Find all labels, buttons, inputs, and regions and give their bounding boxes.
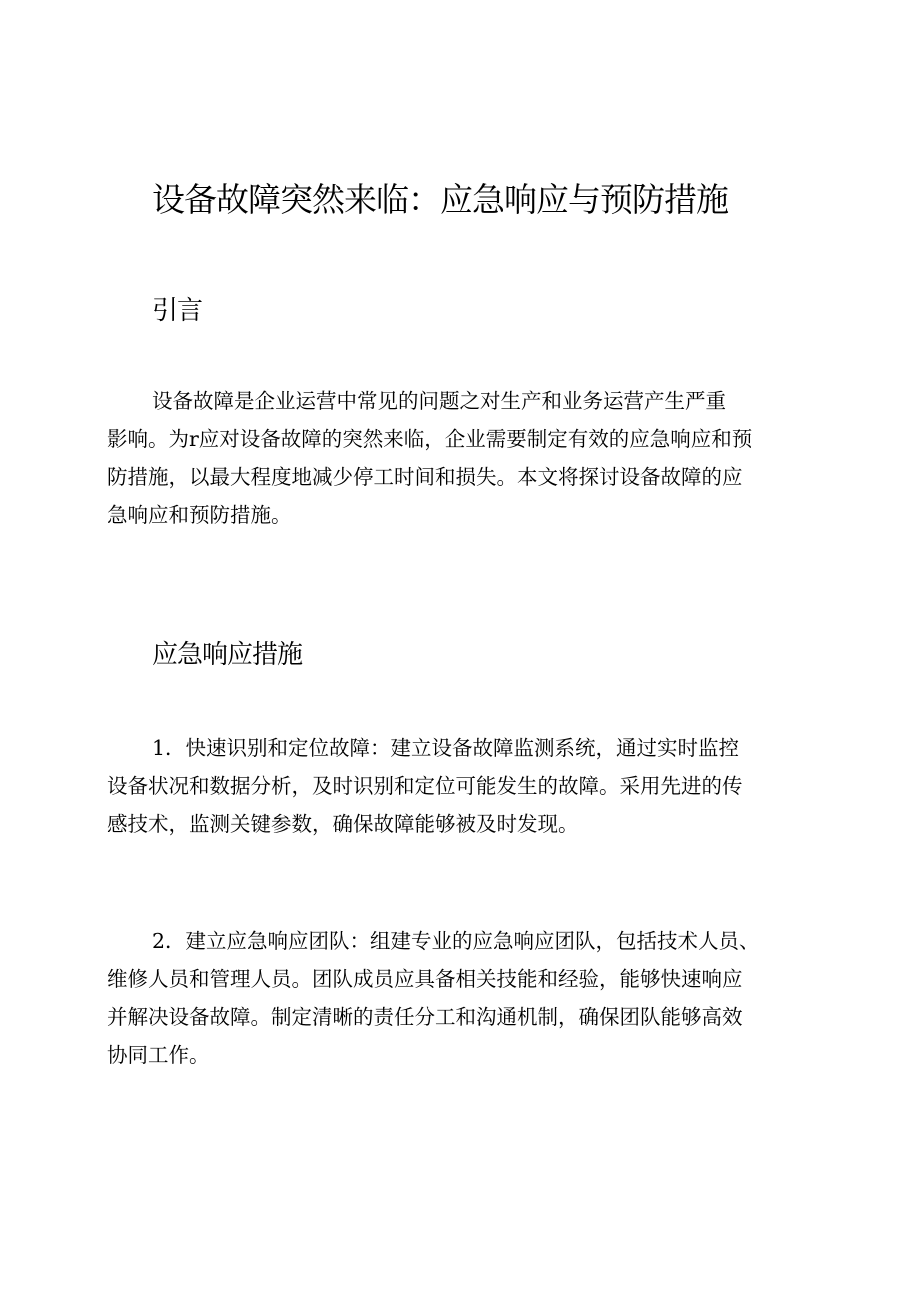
paragraph-line: 设备故障是企业运营中常见的问题之对生产和业务运营产生严重 xyxy=(152,389,726,413)
intro-paragraph xyxy=(107,382,827,534)
paragraph-line: 并解决设备故障。制定清晰的责任分工和沟通机制，确保团队能够高效 xyxy=(107,1005,743,1029)
list-item-1-paragraph xyxy=(107,729,827,843)
paragraph-line: 感技术，监测关键参数，确保故障能够被及时发现。 xyxy=(107,812,579,836)
section-heading-intro: 引言 xyxy=(152,296,203,326)
section-heading-emergency-response: 应急响应措施 xyxy=(152,640,303,670)
paragraph-line: 设备状况和数据分析，及时识别和定位可能发生的故障。采用先进的传 xyxy=(107,774,743,798)
paragraph-line: 协同工作。 xyxy=(107,1043,210,1067)
paragraph-line: 防措施，以最大程度地减少停工时间和损失。本文将探讨设备故障的应 xyxy=(107,465,743,489)
paragraph-line: 1．快速识别和定位故障：建立设备故障监测系统，通过实时监控 xyxy=(152,736,740,760)
paragraph-line: 急响应和预防措施。 xyxy=(107,503,292,527)
paragraph-line: 影响。为r应对设备故障的突然来临，企业需要制定有效的应急响应和预 xyxy=(107,427,753,451)
paragraph-line: 维修人员和管理人员。团队成员应具备相关技能和经验，能够快速响应 xyxy=(107,967,743,991)
document-title: 设备故障突然来临：应急响应与预防措施 xyxy=(152,180,728,219)
paragraph-line: 2．建立应急响应团队：组建专业的应急响应团队，包括技术人员、 xyxy=(152,929,760,953)
list-item-2-paragraph xyxy=(107,922,827,1074)
